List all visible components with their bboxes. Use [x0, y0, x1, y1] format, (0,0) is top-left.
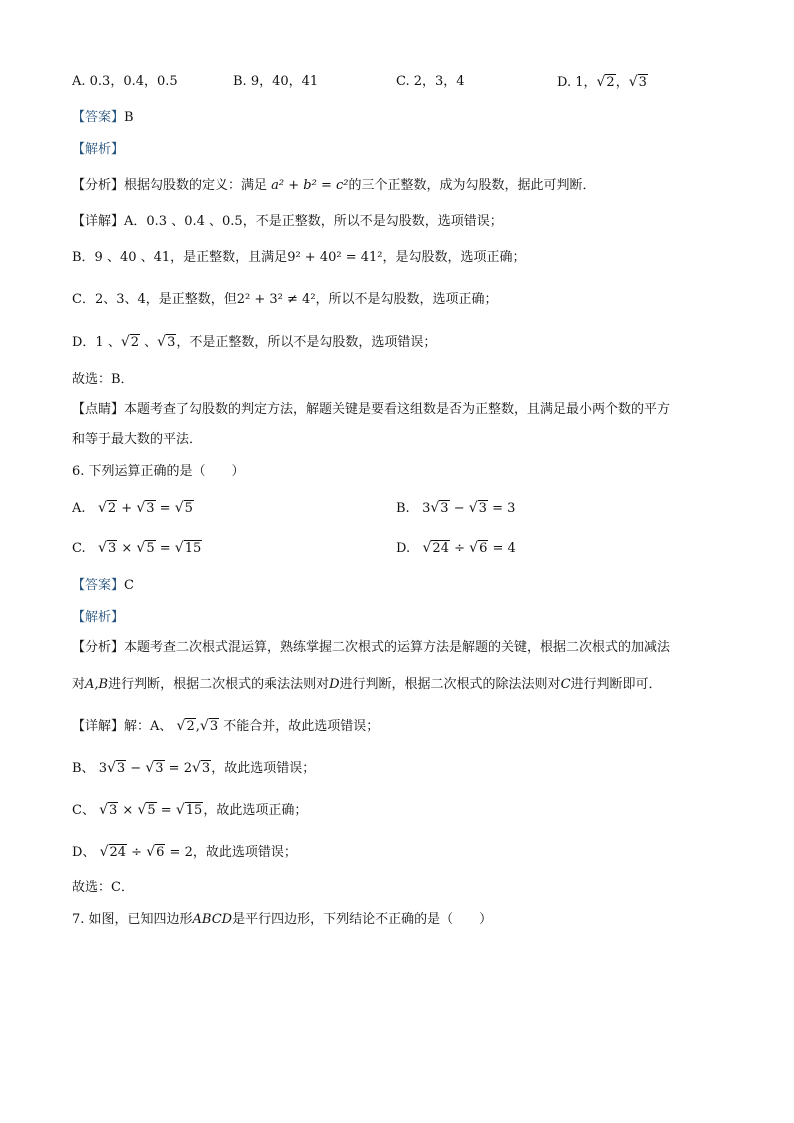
- q6-detail-a: 【详解】解：A、 √2,√3 不能合并，故此选项错误；: [72, 718, 380, 734]
- q5-choose: 故选：B．: [72, 372, 134, 387]
- q6-choose: 故选：C．: [72, 880, 134, 895]
- q6-option-a: A. √2 + √3 = √5: [72, 500, 193, 516]
- q7-question: 7. 如图，已知四边形ABCD是平行四边形，下列结论不正确的是（ ）: [72, 912, 493, 927]
- q5-option-a: A. 0.3，0.4，0.5: [72, 74, 178, 89]
- formula: 2² + 3² ≠ 4²: [236, 292, 316, 307]
- q5-detail-a: 【详解】A．0.3 、0.4 、0.5，不是正整数，所以不是勾股数，选项错误；: [72, 214, 503, 229]
- q5-dianjing-2: 和等于最大数的平法．: [72, 432, 203, 447]
- q6-detail-b: B、 3√3 − √3 = 2√3，故此选项错误；: [72, 760, 316, 776]
- formula: 9² + 40² = 41²: [287, 250, 383, 265]
- q6-option-c: C. √3 × √5 = √15: [72, 540, 202, 556]
- formula-pythagorean: a² + b² = c²: [271, 178, 349, 193]
- q5-analysis-heading: 【解析】: [72, 142, 125, 157]
- q5-detail-c: C．2、3、4，是正整数，但2² + 3² ≠ 4²，所以不是勾股数，选项正确；: [72, 292, 498, 307]
- q6-question: 6. 下列运算正确的是（ ）: [72, 464, 245, 479]
- q6-detail-c: C、 √3 × √5 = √15，故此选项正确；: [72, 802, 308, 818]
- sqrt-symbol: √3: [628, 74, 647, 90]
- q5-dianjing-1: 【点睛】本题考查了勾股数的判定方法，解题关键是要看这组数是否为正整数，且满足最小两个数的平方: [72, 402, 671, 417]
- q5-fenxi: 【分析】根据勾股数的定义：满足 a² + b² = c²的三个正整数，成为勾股数，据此可判断．: [72, 178, 596, 193]
- q5-option-b: B. 9，40，41: [233, 74, 319, 89]
- q6-analysis-heading: 【解析】: [72, 610, 125, 625]
- q6-detail-d: D、 √24 ÷ √6 = 2，故此选项错误；: [72, 844, 297, 860]
- sqrt-symbol: √3: [157, 334, 176, 350]
- q5-detail-b: B．9 、40 、41，是正整数，且满足9² + 40² = 41²，是勾股数，选项正确；: [72, 250, 526, 265]
- q5-option-d: D. 1，√2，√3: [557, 72, 648, 93]
- q5-option-c: C. 2，3，4: [396, 74, 465, 89]
- q6-fenxi-1: 【分析】本题考查二次根式混运算，熟练掌握二次根式的运算方法是解题的关键，根据二次根式的加减法: [72, 640, 671, 655]
- q5-answer: 【答案】B: [72, 110, 134, 125]
- sqrt-symbol: √2: [120, 334, 140, 350]
- q6-option-d: D. √24 ÷ √6 = 4: [396, 540, 516, 556]
- q6-fenxi-2: 对A,B进行判断，根据二次根式的乘法法则对D进行判断，根据二次根式的除法法则对C进行判断即可．: [72, 677, 662, 692]
- q6-answer: 【答案】C: [72, 578, 134, 593]
- sqrt-symbol: √2: [596, 74, 615, 90]
- q5-detail-d: D．1 、√2 、√3，不是正整数，所以不是勾股数，选项错误；: [72, 332, 436, 353]
- q6-option-b: B. 3√3 − √3 = 3: [396, 500, 516, 516]
